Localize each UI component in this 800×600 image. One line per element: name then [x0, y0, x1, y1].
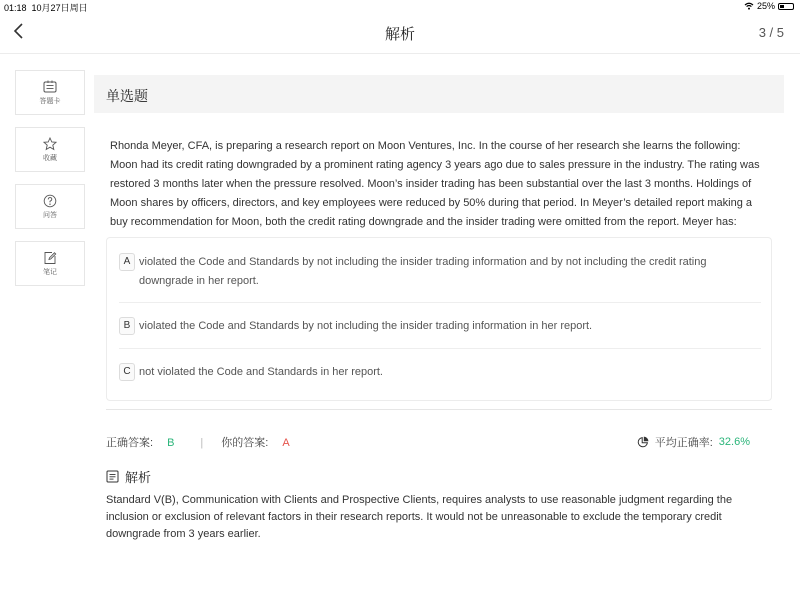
question-type-bar — [94, 75, 784, 113]
average-accuracy-value: 32.6% — [718, 436, 750, 448]
battery-icon — [778, 3, 794, 10]
analysis-header — [106, 467, 151, 486]
your-answer-label: 你的答案: — [221, 437, 269, 449]
wifi-icon — [744, 2, 754, 10]
question-type: 单选题 — [106, 88, 148, 104]
option-text: violated the Code and Standards by not including the insider trading information and by not including the credit rating downgrade in her report. — [139, 256, 707, 287]
your-answer-value: A — [282, 437, 290, 449]
favorite-label: 收藏 — [43, 155, 57, 162]
pie-chart-icon — [637, 436, 649, 448]
average-accuracy — [637, 434, 750, 450]
status-bar — [0, 0, 800, 12]
answer-card-label: 答题卡 — [39, 98, 61, 105]
option-text: violated the Code and Standards by not including the insider trading information in her report. — [139, 320, 593, 332]
status-right — [744, 1, 794, 11]
question-icon — [43, 194, 57, 208]
note-button[interactable] — [15, 241, 85, 286]
answer-card-button[interactable] — [15, 70, 85, 115]
option-b[interactable] — [119, 317, 761, 336]
option-divider — [119, 348, 761, 349]
option-c[interactable] — [119, 363, 761, 382]
document-icon — [106, 470, 119, 483]
option-letter: A — [119, 253, 135, 271]
favorite-button[interactable] — [15, 127, 85, 172]
option-text: not violated the Code and Standards in her report. — [139, 366, 383, 378]
correct-answer-value: B — [167, 437, 175, 449]
note-label: 笔记 — [43, 269, 57, 276]
status-time: 01:18 — [4, 3, 27, 13]
sidebar — [15, 70, 85, 298]
answer-card-icon — [43, 80, 57, 94]
question-stem: Rhonda Meyer, CFA, is preparing a research report on Moon Ventures, Inc. In the course of her research she learns the following: Moon had its credit rating downgraded by a prominent rating agency 3 years ago due to sales pressure in the industry. The rating was restored 3 months later when the pressure resolved. Moon’s insider trading has been substantial over the last 3 months. Holdings of Moon shares by officers, directors, and key employees were reduced by 50% during that period. In Meyer’s detailed report making a buy recommendation for Moon, both the credit rating downgrade and the insider trading were omitted from the report. Meyer has: — [110, 140, 760, 228]
analysis-text: Standard V(B), Communication with Clients and Prospective Clients, requires analysts to use reasonable judgment regarding the inclusion or exclusion of relevant factors in their research reports. It would not be unreasonable to exclude the temporary credit downgrade from 3 years earlier. — [106, 494, 733, 540]
option-a[interactable] — [119, 253, 761, 291]
page-counter: 3 / 5 — [758, 25, 784, 40]
average-accuracy-label: 平均正确率: — [654, 437, 713, 449]
answer-row — [106, 434, 772, 450]
correct-answer-label: 正确答案: — [106, 437, 154, 449]
note-icon — [43, 251, 57, 265]
option-letter: B — [119, 317, 135, 335]
options-box — [106, 237, 772, 401]
star-icon — [43, 137, 57, 151]
option-letter: C — [119, 363, 135, 381]
qa-label: 问答 — [43, 212, 57, 219]
option-divider — [119, 302, 761, 303]
nav-bar — [0, 13, 800, 54]
status-date: 10月27日周日 — [31, 3, 88, 13]
answer-separator: | — [200, 437, 204, 449]
page-title: 解析 — [384, 26, 415, 43]
battery-percent: 25% — [756, 1, 775, 11]
qa-button[interactable] — [15, 184, 85, 229]
section-divider — [106, 409, 772, 410]
analysis-title: 解析 — [125, 470, 152, 485]
